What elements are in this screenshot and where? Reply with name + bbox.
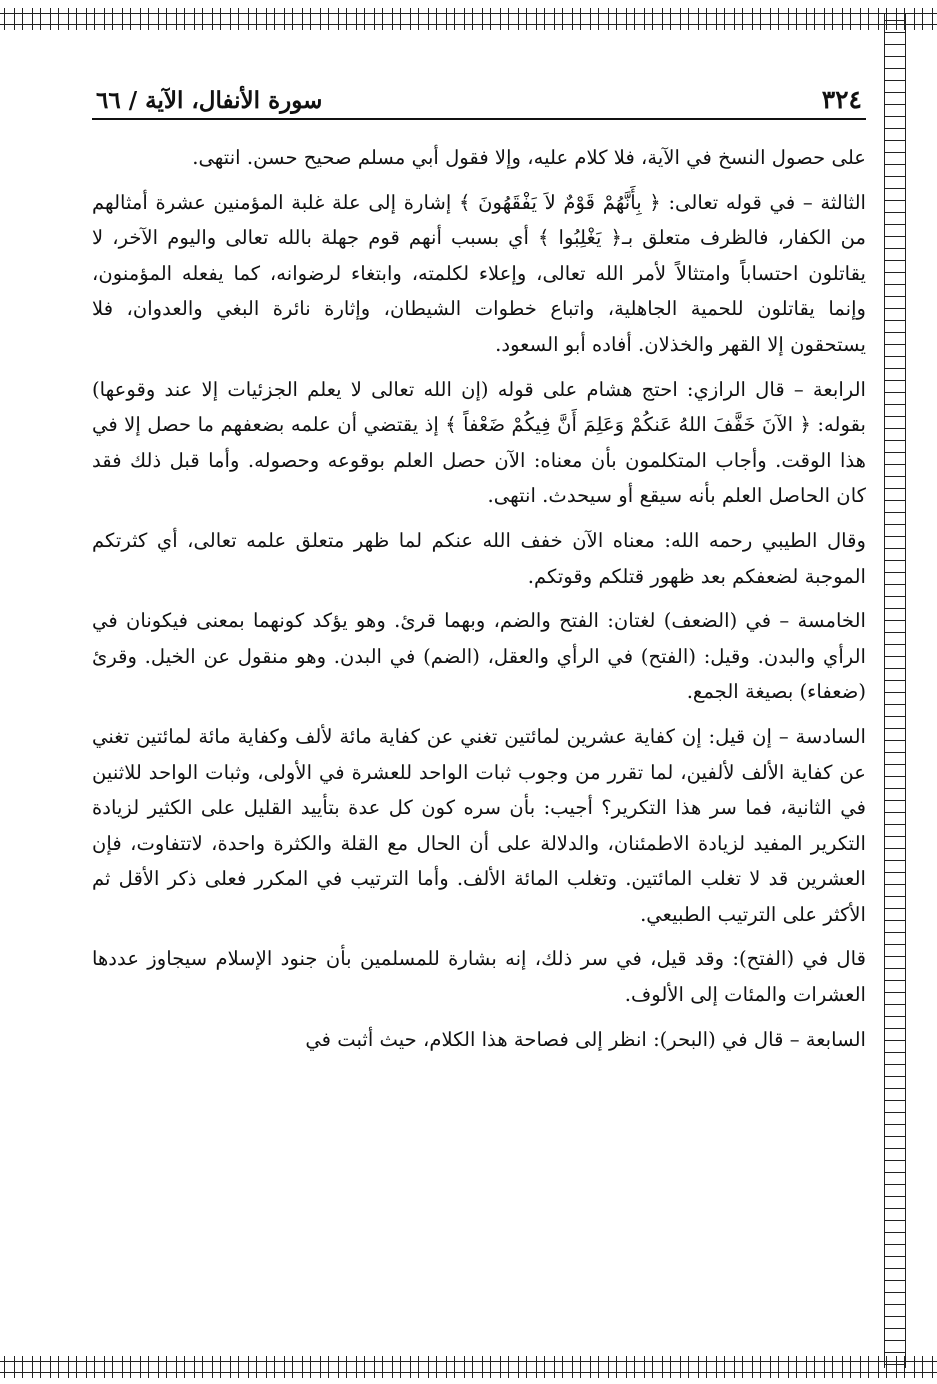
paragraph: على حصول النسخ في الآية، فلا كلام عليه، وإلا فقول أبي مسلم صحيح حسن. انتهى. xyxy=(192,146,866,169)
page-header xyxy=(92,76,866,120)
decorative-top-border xyxy=(0,8,937,30)
paragraph: الثالثة – في قوله تعالى: ﴿ بِأَنَّهُمْ قَوْمٌ لاَ يَفْقَهُونَ ﴾ إشارة إلى علة غلبة المؤمنين عشرة أمثالهم من الكفار، فالظرف متعلق بـ﴿ يَغْلِبُوا ﴾ أي بسبب أنهم قوم جهلة بالله تعالى واليوم الآخر، لا يقاتلون احتساباً وامتثالاً لأمر الله تعالى، وإعلاء لكلمته، وابتغاء لرضوانه، كما يفعله المؤمنون، وإنما يقاتلون للحمية الجاهلية، واتباع خطوات الشيطان، وإثارة نائرة البغي والعدوان، فلا يستحقون إلا القهر والخذلان. أفاده أبو السعود. xyxy=(92,190,866,356)
decorative-side-border xyxy=(884,14,906,1368)
running-title: سورة الأنفال، الآية / ٦٦ xyxy=(96,87,323,114)
page-number: ٣٢٤ xyxy=(821,85,862,114)
page-body xyxy=(92,140,866,1057)
book-page xyxy=(92,76,866,1346)
decorative-bottom-border xyxy=(0,1356,937,1378)
paragraph: قال في (الفتح): وقد قيل، في سر ذلك، إنه بشارة للمسلمين بأن جنود الإسلام سيجاوز عددها العشرات والمئات إلى الألوف. xyxy=(92,947,866,1007)
paragraph: الرابعة – قال الرازي: احتج هشام على قوله (إن الله تعالى لا يعلم الجزئيات إلا عند وقوعها) بقوله: ﴿ الآنَ خَفَّفَ اللهُ عَنكُمْ وَعَلِمَ أَنَّ فِيكُمْ ضَعْفاً ﴾ إذ يقتضي أن علمه بضعفهم ما حصل إلا في هذا الوقت. وأجاب المتكلمون بأن معناه: الآن حصل العلم بوقوعه وحصوله. وأما قبل ذلك فقد كان الحاصل العلم بأنه سيقع أو سيحدث. انتهى. xyxy=(92,377,866,508)
paragraph: السادسة – إن قيل: إن كفاية عشرين لمائتين تغني عن كفاية مائة لألف وكفاية مائة لمائتين تغني عن كفاية الألف لألفين، لما تقرر من وجوب ثبات الواحد للعشرة في الأولى، وثبات الواحد للاثنين في الثانية، فما سر هذا التكرير؟ أجيب: بأن سره كون كل عدة بتأييد القليل على الكثير لزيادة التكرير المفيد لزيادة الاطمئنان، والدلالة على أن الحال مع القلة والكثرة واحدة، لاتتفاوت، فإن العشرين قد لا تغلب المائتين. وتغلب المائة الألف. وأما الترتيب في المكرر فعلى ذكر الأقل ثم الأكثر على الترتيب الطبيعي. xyxy=(92,724,866,926)
paragraph: وقال الطيبي رحمه الله: معناه الآن خفف الله عنكم لما ظهر متعلق علمه تعالى، أي كثرتكم الموجبة لضعفكم بعد ظهور قتلكم وقوتكم. xyxy=(92,528,866,588)
paragraph: السابعة – قال في (البحر): انظر إلى فصاحة هذا الكلام، حيث أثبت في xyxy=(305,1027,866,1051)
paragraph: الخامسة – في (الضعف) لغتان: الفتح والضم، وبهما قرئ. وهو يؤكد كونهما بمعنى فيكونان في الرأي والبدن. وقيل: (الفتح) في الرأي والعقل، (الضم) في البدن. وهو منقول عن الخيل. وقرئ (ضعفاء) بصيغة الجمع. xyxy=(92,609,866,704)
